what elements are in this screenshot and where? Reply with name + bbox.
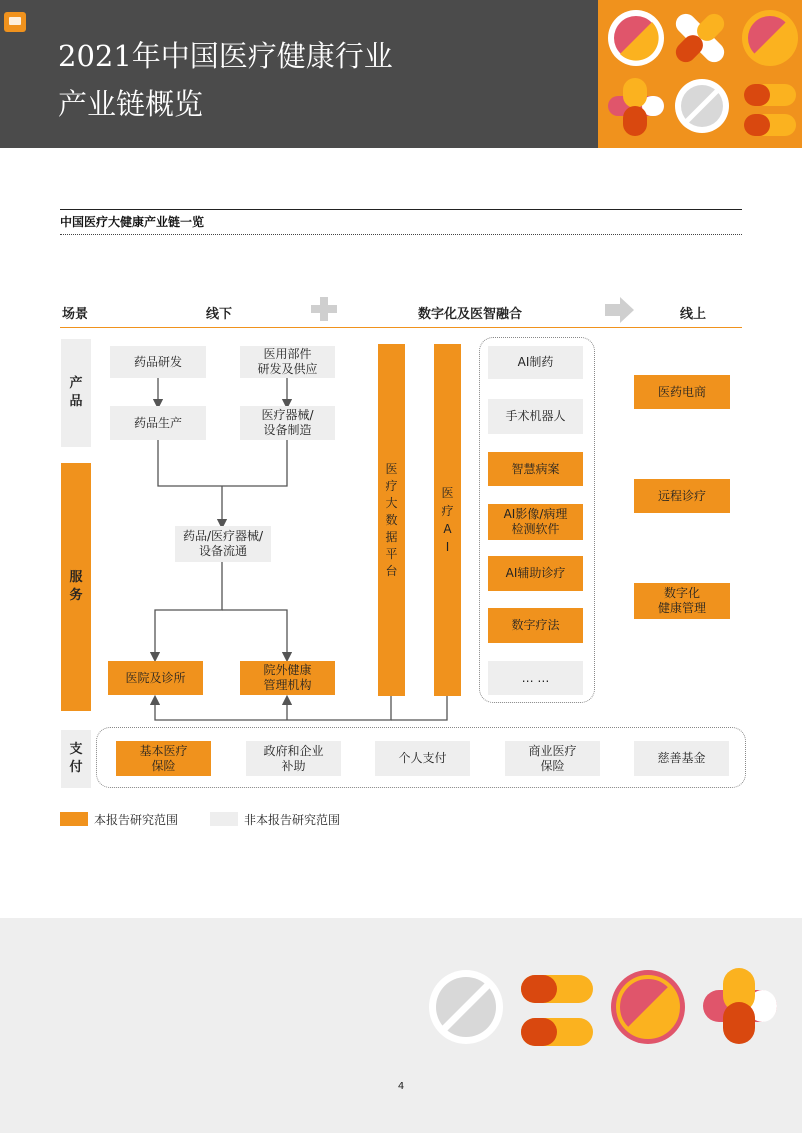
scene-digital: 数字化及医智融合	[418, 307, 523, 322]
page-number: 4	[397, 1081, 405, 1092]
footer-band	[0, 918, 802, 1133]
arrow-right-icon	[605, 297, 634, 323]
digital-item: AI辅助诊疗	[488, 556, 583, 591]
legend-out-scope	[210, 812, 340, 828]
online-item: 医药电商	[634, 375, 730, 409]
legend-in-scope	[60, 812, 178, 828]
payment-item: 个人支付	[375, 741, 470, 776]
row-label-payment: 支 付	[61, 730, 91, 788]
digital-item: AI制药	[488, 346, 583, 379]
device-mfg-box: 医疗器械/ 设备制造	[240, 406, 335, 440]
device-parts-box: 医用部件 研发及供应	[240, 346, 335, 378]
plus-icon	[311, 297, 337, 321]
legend-swatch-orange	[60, 812, 88, 826]
digital-item: 手术机器人	[488, 399, 583, 434]
online-item: 数字化 健康管理	[634, 583, 730, 619]
page-title: 2021年中国医疗健康行业 产业链概览	[58, 39, 393, 121]
bigdata-platform-bar: 医 疗 大 数 据 平 台	[378, 344, 405, 696]
section-title: 中国医疗大健康产业链一览	[60, 209, 742, 235]
medical-ai-bar: 医 疗 A I	[434, 344, 461, 696]
online-item: 远程诊疗	[634, 479, 730, 513]
digital-item: AI影像/病理 检测软件	[488, 504, 583, 540]
scene-label: 场景	[62, 307, 89, 322]
legend-label: 非本报告研究范围	[244, 813, 341, 827]
digital-item: 智慧病案	[488, 452, 583, 486]
scene-offline: 线下	[206, 307, 233, 322]
payment-item: 政府和企业 补助	[246, 741, 341, 776]
digital-item: … …	[488, 661, 583, 695]
payment-item: 商业医疗 保险	[505, 741, 600, 776]
payment-item: 慈善基金	[634, 741, 729, 776]
outside-health-box: 院外健康 管理机构	[240, 661, 335, 695]
payment-item: 基本医疗 保险	[116, 741, 211, 776]
drug-production-box: 药品生产	[110, 406, 206, 440]
digital-item: 数字疗法	[488, 608, 583, 643]
hospital-box: 医院及诊所	[108, 661, 203, 695]
row-label-product: 产 品	[61, 339, 91, 447]
scene-online: 线上	[680, 307, 707, 322]
drug-rd-box: 药品研发	[110, 346, 206, 378]
distribution-box: 药品/医疗器械/ 设备流通	[175, 526, 271, 562]
legend-label: 本报告研究范围	[94, 813, 179, 827]
footer-pill-illustration	[0, 918, 802, 1133]
row-label-service: 服 务	[61, 463, 91, 711]
legend-swatch-grey	[210, 812, 238, 826]
